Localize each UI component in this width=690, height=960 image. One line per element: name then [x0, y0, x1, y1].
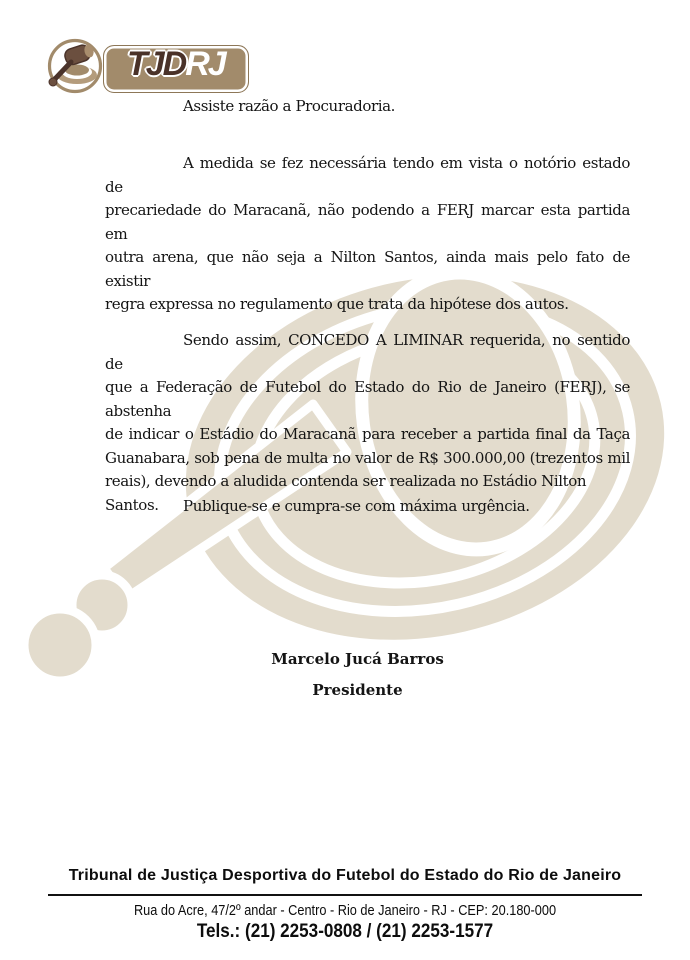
paragraph-publique [105, 495, 630, 519]
paragraph-line: que a Federação de Futebol do Estado do Rio de Janeiro (FERJ), se abstenha [105, 378, 630, 420]
paragraph-line: precariedade do Maracanã, não podendo a FERJ marcar esta partida em [105, 201, 630, 243]
tjdrj-logo [45, 36, 260, 96]
signature-title: Presidente [312, 681, 403, 699]
footer-divider [48, 894, 642, 896]
footer-phones: Tels.: (21) 2253-0808 / (21) 2253-1577 [196, 921, 494, 942]
paragraph-line: Guanabara, sob pena de multa no valor de R$ 300.000,00 (trezentos mil [105, 448, 630, 467]
footer-address: Rua do Acre, 47/2º andar - Centro - Rio de Janeiro - RJ - CEP: 20.180-000 [133, 902, 557, 919]
signature-block [105, 650, 610, 699]
signature-name: Marcelo Jucá Barros [271, 650, 444, 668]
paragraph-line: A medida se fez necessária tendo em vista o notório estado de [105, 154, 630, 196]
paragraph-line: reais), devendo a aludida contenda ser realizada no Estádio Nilton Santos. [105, 472, 587, 514]
paragraph-line: de indicar o Estádio do Maracanã para receber a partida final da Taça [105, 425, 630, 443]
logo-text-tjd: TJD [127, 45, 186, 83]
paragraph-medida [105, 152, 630, 317]
paragraph-line: Sendo assim, CONCEDO A LIMINAR requerida, no sentido de [105, 331, 630, 373]
paragraph-assiste [105, 95, 630, 119]
footer-org-name: Tribunal de Justiça Desportiva do Futebol do Estado do Rio de Janeiro [68, 867, 622, 884]
paragraph-line: Publique-se e cumpra-se com máxima urgência. [183, 497, 530, 515]
paragraph-liminar [105, 329, 630, 517]
paragraph-line: Assiste razão a Procuradoria. [183, 97, 396, 115]
logo-text-rj: RJ [185, 45, 225, 83]
paragraph-line: regra expressa no regulamento que trata da hipótese dos autos. [105, 295, 569, 313]
gavel-icon [45, 36, 105, 96]
logo-wordmark [127, 45, 225, 84]
paragraph-line: outra arena, que não seja a Nilton Santos, ainda mais pelo fato de existir [105, 248, 630, 290]
